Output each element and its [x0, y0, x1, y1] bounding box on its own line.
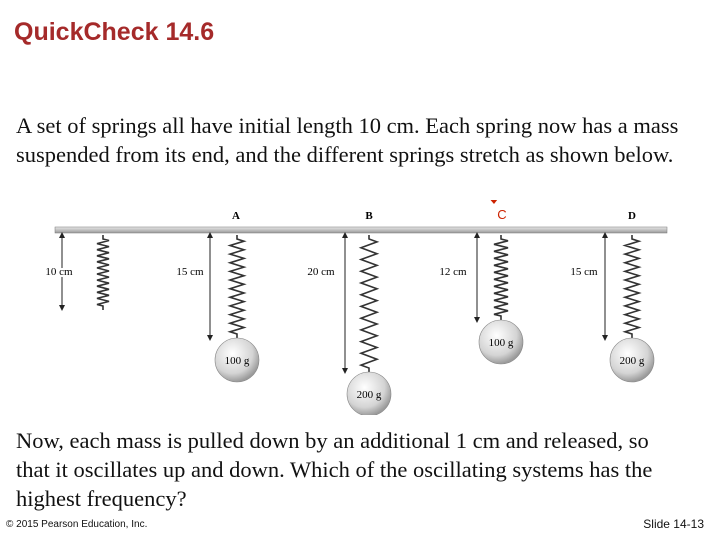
slide-number: Slide 14-13 — [643, 517, 704, 531]
mass-b-label: 200 g — [356, 389, 382, 401]
question-text: A set of springs all have initial length 10 cm. Each spring now has a mass suspended from its end, and the different springs stretch as shown below. — [16, 113, 679, 167]
reference-length-label: 10 cm — [45, 266, 73, 278]
spring-c — [439, 233, 523, 364]
mass-a-label: 100 g — [224, 355, 250, 367]
mass-d-label: 200 g — [619, 355, 645, 367]
spring-letter-b: B — [365, 210, 373, 222]
support-bar — [55, 227, 667, 233]
spring-letter-d: D — [628, 210, 636, 222]
spring-b — [307, 233, 391, 415]
copyright-notice: © 2015 Pearson Education, Inc. — [6, 519, 148, 530]
spring-d — [570, 233, 654, 382]
followup-question-text: Now, each mass is pulled down by an additional 1 cm and released, so that it oscillates up and down. Which of the oscillating systems has the highest frequency? — [16, 428, 653, 511]
check-mark-icon — [481, 200, 516, 204]
mass-c-label: 100 g — [488, 337, 514, 349]
answer-label: C — [497, 207, 507, 222]
spring-d-length-label: 15 cm — [570, 266, 598, 278]
spring-letter-a: A — [232, 210, 240, 222]
spring-a — [176, 233, 259, 382]
spring-c-length-label: 12 cm — [439, 266, 467, 278]
spring-a-length-label: 15 cm — [176, 266, 204, 278]
springs-figure — [0, 200, 720, 415]
reference-spring — [45, 233, 109, 310]
spring-b-length-label: 20 cm — [307, 266, 335, 278]
slide-title: QuickCheck 14.6 — [14, 18, 215, 46]
